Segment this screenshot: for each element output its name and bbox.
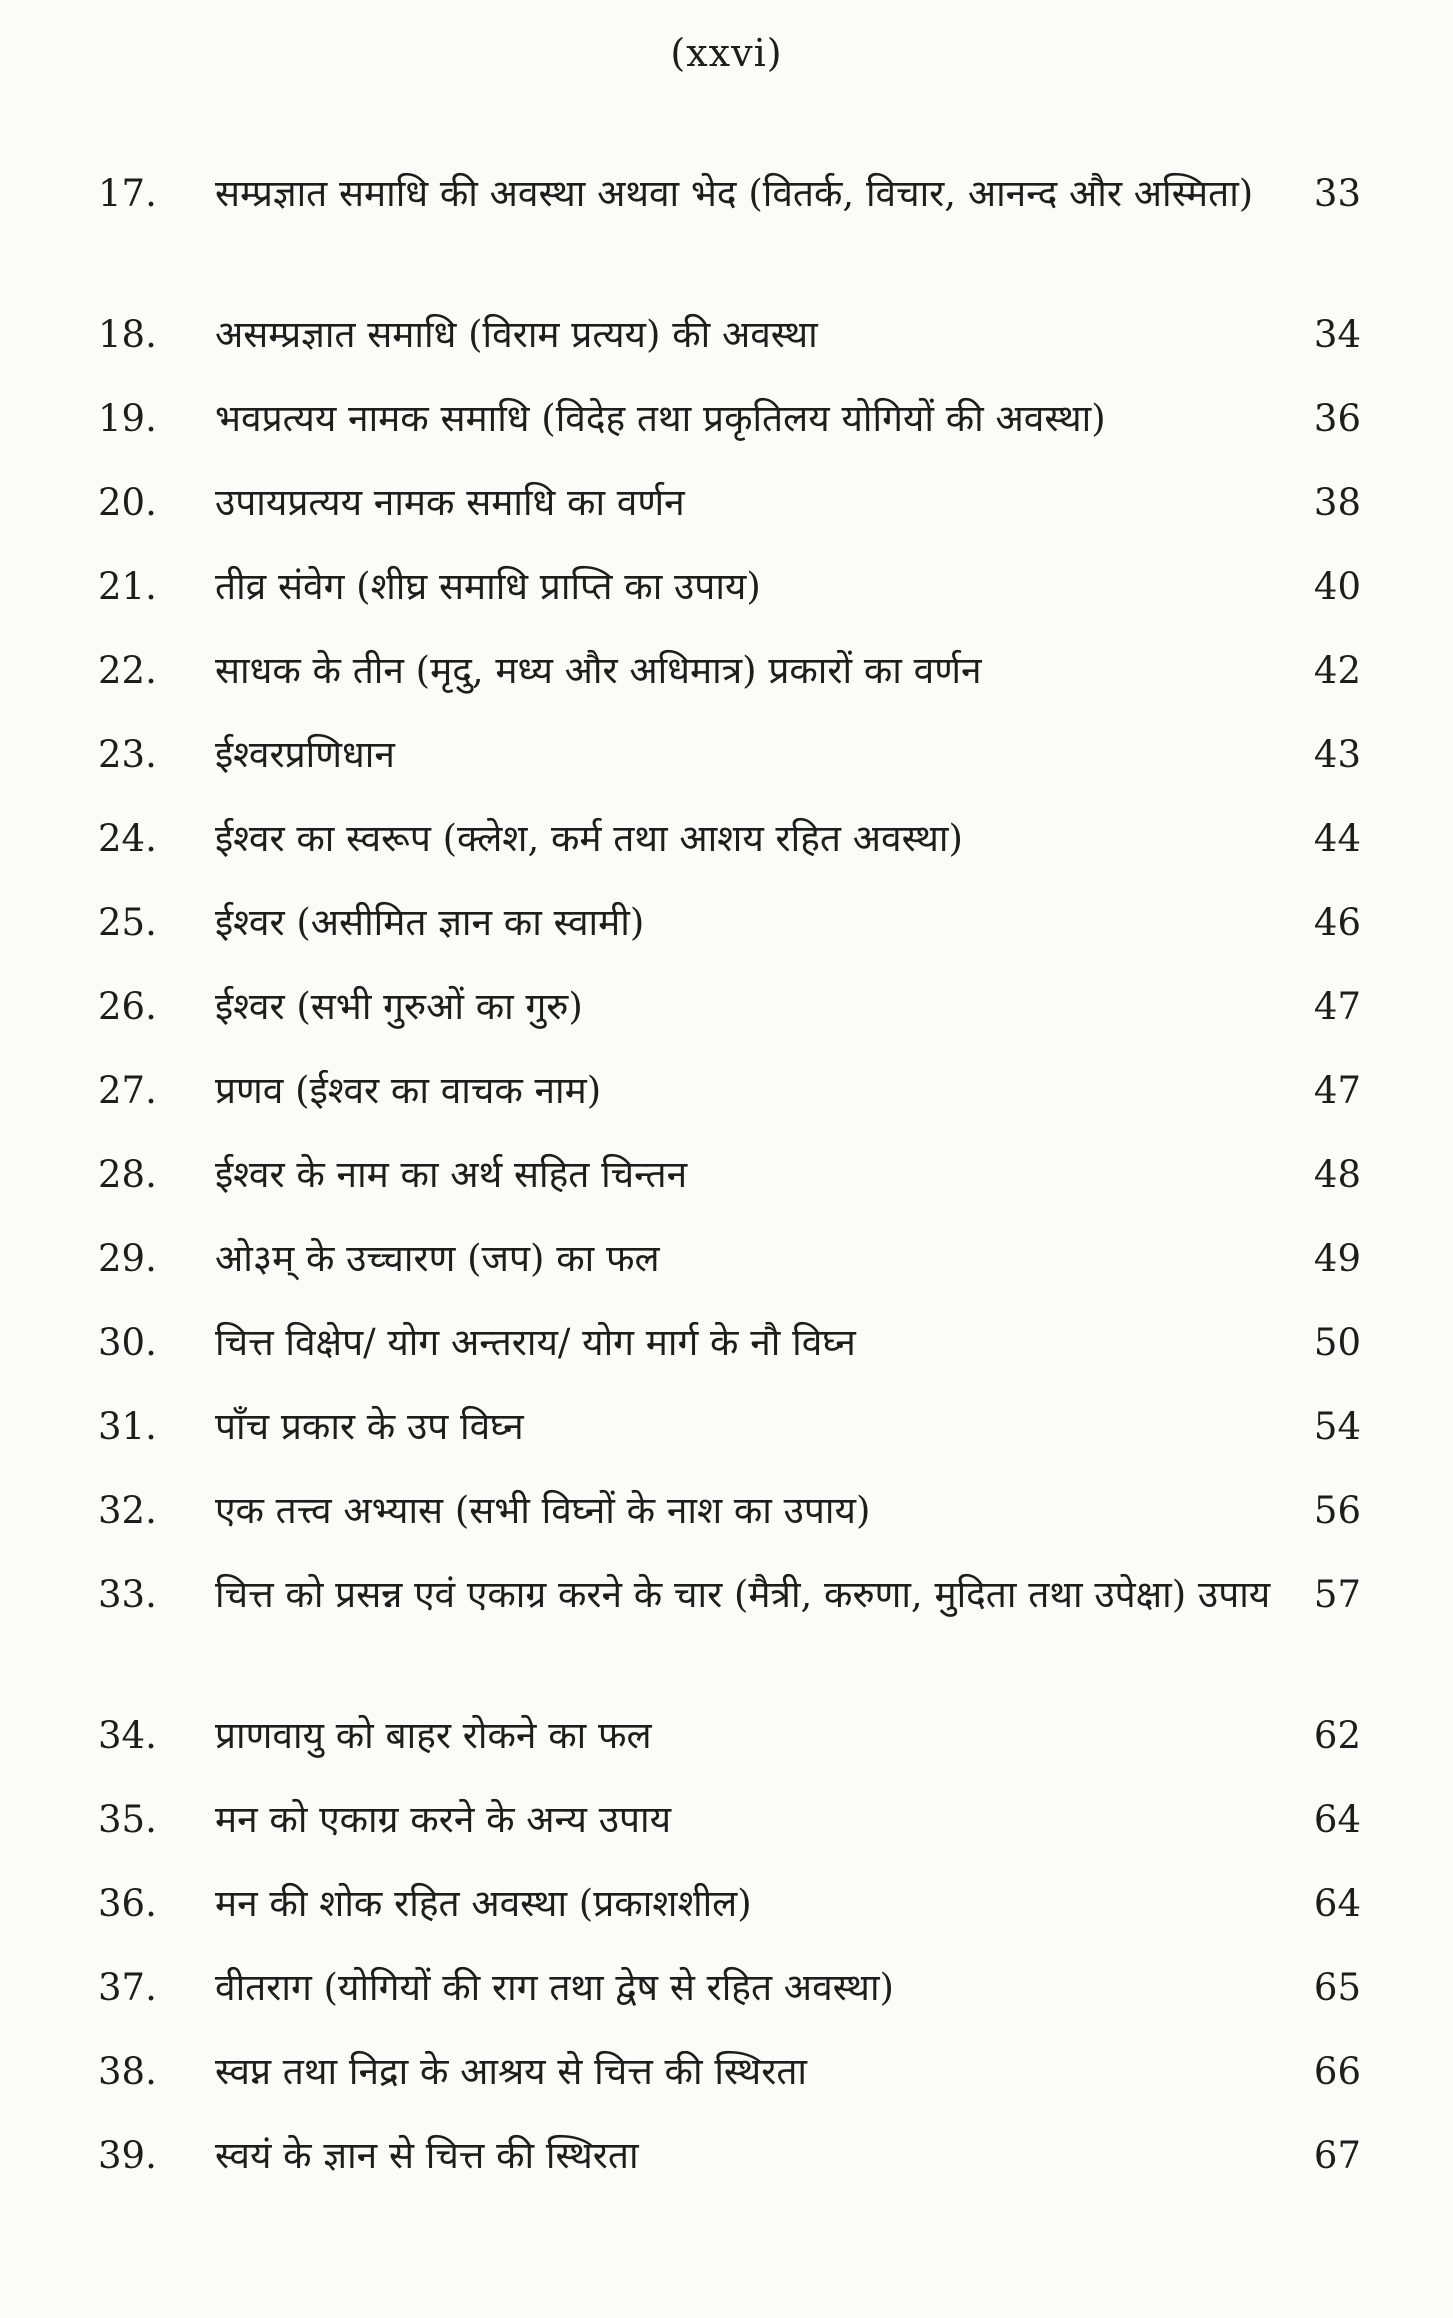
entry-number: 19. (98, 397, 157, 440)
toc-entry-26 (0, 979, 1453, 1063)
entry-title: पाँच प्रकार के उप विघ्न (215, 1405, 524, 1448)
toc-entry-27 (0, 1063, 1453, 1147)
entry-number: 18. (98, 313, 157, 356)
toc-entry-28 (0, 1147, 1453, 1231)
entry-page-number: 46 (1313, 901, 1361, 944)
entry-title: साधक के तीन (मृदु, मध्य और अधिमात्र) प्रकारों का वर्णन (215, 649, 982, 692)
toc-entry-19 (0, 391, 1453, 475)
entry-title: चित्त को प्रसन्न एवं एकाग्र करने के चार (मैत्री, करुणा, मुदिता तथा उपेक्षा) उपाय (215, 1573, 1271, 1616)
entry-title: प्राणवायु को बाहर रोकने का फल (215, 1714, 652, 1757)
entry-number: 20. (98, 481, 157, 524)
entry-number: 27. (98, 1069, 157, 1112)
toc-entry-39 (0, 2128, 1453, 2212)
entry-number: 17. (98, 172, 157, 215)
entry-number: 22. (98, 649, 157, 692)
toc-entry-33 (0, 1567, 1453, 1708)
entry-title: मन को एकाग्र करने के अन्य उपाय (215, 1798, 672, 1841)
entry-page-number: 66 (1313, 2050, 1361, 2093)
entry-title: असम्प्रज्ञात समाधि (विराम प्रत्यय) की अवस्था (215, 313, 818, 356)
entry-title: भवप्रत्यय नामक समाधि (विदेह तथा प्रकृतिलय योगियों की अवस्था) (215, 397, 1106, 440)
entry-page-number: 40 (1313, 565, 1361, 608)
entry-title: सम्प्रज्ञात समाधि की अवस्था अथवा भेद (वितर्क, विचार, आनन्द और अस्मिता) (215, 172, 1254, 215)
entry-page-number: 62 (1313, 1714, 1361, 1757)
toc-entry-38 (0, 2044, 1453, 2128)
entry-title: ईश्वर (असीमित ज्ञान का स्वामी) (215, 901, 645, 944)
entry-page-number: 44 (1313, 817, 1361, 860)
entry-page-number: 65 (1313, 1966, 1361, 2009)
entry-page-number: 36 (1313, 397, 1361, 440)
entry-number: 34. (98, 1714, 157, 1757)
entry-title: मन की शोक रहित अवस्था (प्रकाशशील) (215, 1882, 752, 1925)
entry-title: प्रणव (ईश्वर का वाचक नाम) (215, 1069, 602, 1112)
entry-number: 28. (98, 1153, 157, 1196)
entry-page-number: 33 (1313, 172, 1361, 215)
entry-title: ईश्वर का स्वरूप (क्लेश, कर्म तथा आशय रहित अवस्था) (215, 817, 963, 860)
entry-title: ईश्वर के नाम का अर्थ सहित चिन्तन (215, 1153, 688, 1196)
entry-title: स्वयं के ज्ञान से चित्त की स्थिरता (215, 2134, 639, 2177)
entry-page-number: 67 (1313, 2134, 1361, 2177)
entry-number: 39. (98, 2134, 157, 2177)
toc-entry-20 (0, 475, 1453, 559)
page-label: (xxvi) (670, 31, 783, 75)
entry-number: 24. (98, 817, 157, 860)
entry-page-number: 56 (1313, 1489, 1361, 1532)
entry-page-number: 50 (1313, 1321, 1361, 1364)
entry-page-number: 49 (1313, 1237, 1361, 1280)
entry-number: 30. (98, 1321, 157, 1364)
entry-number: 36. (98, 1882, 157, 1925)
entry-page-number: 54 (1313, 1405, 1361, 1448)
entry-number: 26. (98, 985, 157, 1028)
toc-entry-37 (0, 1960, 1453, 2044)
entry-title: ओ३म् के उच्चारण (जप) का फल (215, 1237, 660, 1280)
entry-number: 38. (98, 2050, 157, 2093)
entry-title: चित्त विक्षेप/ योग अन्तराय/ योग मार्ग के नौ विघ्न (215, 1321, 856, 1364)
entry-number: 37. (98, 1966, 157, 2009)
entry-page-number: 64 (1313, 1882, 1361, 1925)
toc-entry-22 (0, 643, 1453, 727)
entry-title: ईश्वर (सभी गुरुओं का गुरु) (215, 985, 583, 1028)
entry-number: 23. (98, 733, 157, 776)
entry-title: एक तत्त्व अभ्यास (सभी विघ्नों के नाश का उपाय) (215, 1489, 871, 1532)
entry-number: 31. (98, 1405, 157, 1448)
toc-entry-30 (0, 1315, 1453, 1399)
toc-entry-17 (0, 166, 1453, 307)
toc-entry-35 (0, 1792, 1453, 1876)
entry-number: 29. (98, 1237, 157, 1280)
toc-entry-21 (0, 559, 1453, 643)
entry-page-number: 42 (1313, 649, 1361, 692)
entry-number: 35. (98, 1798, 157, 1841)
entry-page-number: 48 (1313, 1153, 1361, 1196)
entry-page-number: 47 (1313, 985, 1361, 1028)
toc-entry-18 (0, 307, 1453, 391)
toc-entry-36 (0, 1876, 1453, 1960)
entry-title: ईश्वरप्रणिधान (215, 733, 395, 776)
table-of-contents (0, 166, 1453, 2212)
entry-page-number: 38 (1313, 481, 1361, 524)
entry-title: वीतराग (योगियों की राग तथा द्वेष से रहित अवस्था) (215, 1966, 894, 2009)
toc-entry-29 (0, 1231, 1453, 1315)
entry-number: 33. (98, 1573, 157, 1616)
entry-title: उपायप्रत्यय नामक समाधि का वर्णन (215, 481, 685, 524)
toc-entry-31 (0, 1399, 1453, 1483)
entry-title: स्वप्न तथा निद्रा के आश्रय से चित्त की स्थिरता (215, 2050, 807, 2093)
entry-number: 21. (98, 565, 157, 608)
toc-entry-25 (0, 895, 1453, 979)
entry-page-number: 64 (1313, 1798, 1361, 1841)
toc-entry-23 (0, 727, 1453, 811)
entry-page-number: 34 (1313, 313, 1361, 356)
entry-number: 32. (98, 1489, 157, 1532)
toc-entry-32 (0, 1483, 1453, 1567)
entry-page-number: 57 (1313, 1573, 1361, 1616)
entry-page-number: 43 (1313, 733, 1361, 776)
entry-number: 25. (98, 901, 157, 944)
toc-entry-24 (0, 811, 1453, 895)
entry-title: तीव्र संवेग (शीघ्र समाधि प्राप्ति का उपाय) (215, 565, 761, 608)
entry-page-number: 47 (1313, 1069, 1361, 1112)
toc-entry-34 (0, 1708, 1453, 1792)
